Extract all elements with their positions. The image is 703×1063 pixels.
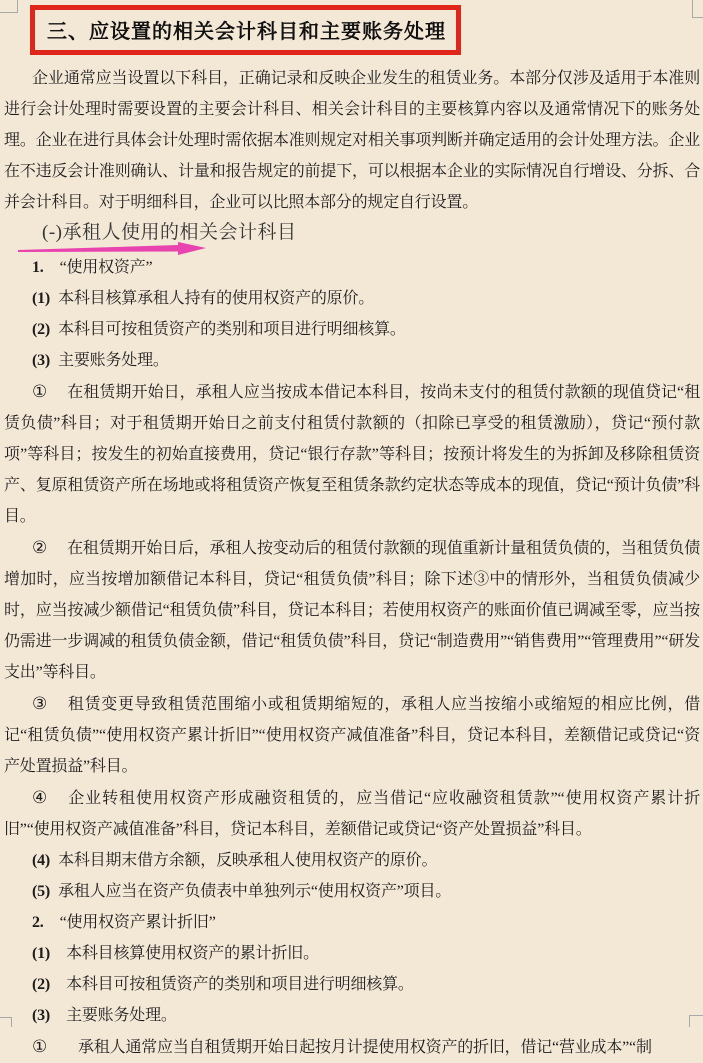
list-item [4,782,700,845]
item-text: 企业转租使用权资产形成融资租赁的，应当借记“应收融资租赁款”“使用权资产累计折旧”“使用权资产减值准备”科目，贷记本科目，差额借记或贷记“资产处置损益”科目。 [4,790,700,838]
list-item [4,938,700,969]
list-item [4,688,700,782]
item-text: 主要账务处理。 [66,1007,177,1024]
item-marker: (5) [32,883,51,900]
item-marker: (3) [32,1007,51,1024]
list-item [4,907,700,938]
list-item [4,314,700,345]
item-text: 承租人应当在资产负债表中单独列示“使用权资产”项目。 [58,883,452,900]
item-marker: (2) [32,976,51,993]
subsection-heading: (-)承租人使用的相关会计科目 [42,222,297,243]
item-text: 承租人通常应当自租赁期开始日起按月计提使用权资产的折旧，借记“营业成本”“制 [78,1039,652,1056]
list-item [4,376,700,532]
item-marker: ③ [32,694,48,713]
item-text: “使用权资产累计折旧” [59,914,216,931]
item-text: 本科目核算使用权资产的累计折旧。 [66,945,319,962]
intro-paragraph: 企业通常应当设置以下科目，正确记录和反映企业发生的租赁业务。本部分仅涉及适用于本准则进行会计处理时需要设置的主要会计科目、相关会计科目的主要核算内容以及通常情况下的账务处理。企业在进行具体会计处理时需依据本准则规定对相关事项判断并确定适用的会计处理方法。企业在不违反会计准则确认、计量和报告规定的前提下，可以根据本企业的实际情况自行增设、分拆、合并会计科目。对于明细科目，企业可以比照本部分的规定自行设置。 [4,70,700,211]
item-text: 本科目期末借方余额，反映承租人使用权资产的原价。 [58,852,438,869]
item-text: 主要账务处理。 [58,352,169,369]
page-content [4,0,700,1063]
item-marker: (1) [32,290,51,307]
subsection-heading-wrap [4,220,700,246]
annotation-arrow-icon [18,241,206,256]
item-marker: 1. [32,259,44,276]
item-marker: ② [32,538,48,557]
item-text: 本科目核算承租人持有的使用权资产的原价。 [58,290,375,307]
item-marker: (4) [32,852,51,869]
list-item [4,345,700,376]
item-text: 在租赁期开始日，承租人应当按成本借记本科目，按尚未支付的租赁付款额的现值贷记“租赁负债”科目；对于租赁期开始日之前支付租赁付款额的（扣除已享受的租赁激励），贷记“预付款项”等科目；按发生的初始直接费用，贷记“银行存款”等科目；按预计将发生的为拆卸及移除租赁资产、复原租赁资产所在场地或将租赁资产恢复至租赁条款约定状态等成本的现值，贷记“预计负债”科目。 [4,384,700,525]
page-title: 三、应设置的相关会计科目和主要账务处理 [47,21,446,43]
list-item [4,876,700,907]
item-marker: (1) [32,945,51,962]
item-marker: 2. [32,914,44,931]
item-text: 租赁变更导致租赁范围缩小或租赁期缩短的，承租人应当按缩小或缩短的相应比例，借记“租赁负债”“使用权资产累计折旧”“使用权资产减值准备”科目，贷记本科目，差额借记或贷记“资产处置损益”科目。 [4,696,700,775]
list-item [4,969,700,1000]
list-item [4,252,700,283]
list-item [4,845,700,876]
item-text: “使用权资产” [59,259,153,276]
item-marker: (2) [32,321,51,338]
item-text: 本科目可按租赁资产的类别和项目进行明细核算。 [66,976,414,993]
item-marker: ① [32,1037,48,1056]
item-marker: (3) [32,352,51,369]
list-item [4,1000,700,1031]
list-item [4,283,700,314]
item-marker: ① [32,382,48,401]
item-marker: ④ [32,788,49,807]
item-text: 本科目可按租赁资产的类别和项目进行明细核算。 [58,321,406,338]
list-item [4,532,700,688]
item-text: 在租赁期开始日后，承租人按变动后的租赁付款额的现值重新计量租赁负债的，当租赁负债增加时，应当按增加额借记本科目，贷记“租赁负债”科目；除下述③中的情形外，当租赁负债减少时，应当按减少额借记“租赁负债”科目，贷记本科目；若使用权资产的账面价值已调减至零，应当按仍需进一步调减的租赁负债金额，借记“租赁负债”科目，贷记“制造费用”“销售费用”“管理费用”“研发支出”等科目。 [4,540,700,681]
list-item [4,1031,700,1063]
section-title-box [30,5,461,55]
